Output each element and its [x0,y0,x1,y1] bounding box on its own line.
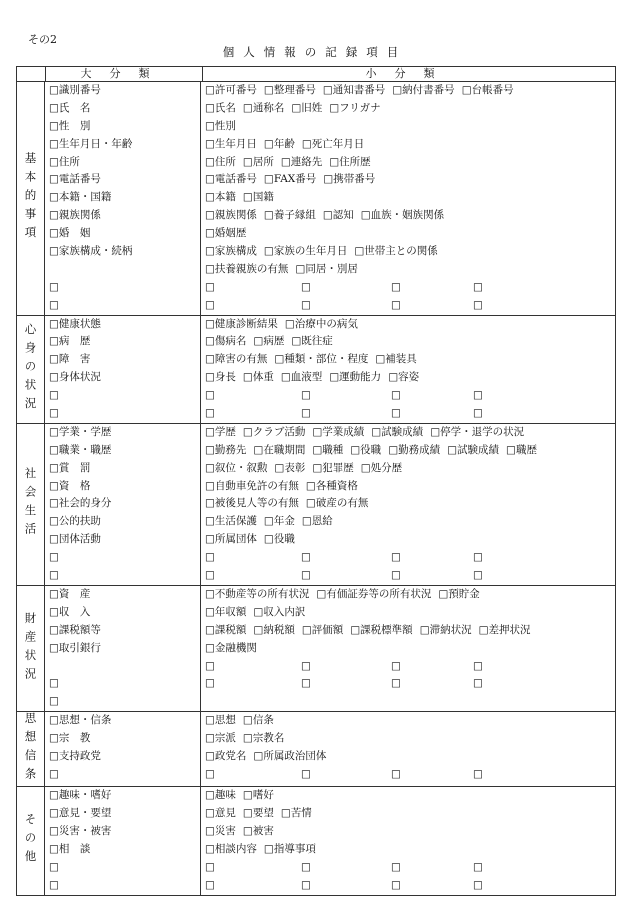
minor-category-row [205,189,615,207]
minor-category-column [201,424,615,585]
minor-category-row [205,316,615,334]
section-2 [16,424,616,586]
section-label-text: 財産状況 [23,611,38,686]
major-category-item: □婚 姻 [49,227,91,240]
checkbox-item: □ [205,551,215,564]
checkbox-item: □ [473,860,483,873]
section-0 [16,82,616,316]
checkbox-item: □年収額 [205,605,247,618]
minor-category-row [205,243,615,261]
checkbox-item: □ [301,659,311,672]
checkbox-item: □ [473,389,483,402]
checkbox-item: □ [391,659,401,672]
minor-category-row [205,478,615,496]
checkbox-item: □携帯番号 [323,173,376,186]
section-label-text: その他 [23,813,38,869]
major-category-item: □識別番号 [49,84,101,96]
minor-category-row [205,297,615,315]
checkbox-item: □所属団体 [205,533,257,546]
section-5 [16,787,616,895]
checkbox-item: □ [205,767,215,780]
minor-category-row [205,586,615,604]
minor-category-row [205,675,615,693]
checkbox-item: □指導事項 [263,842,316,855]
checkbox-item: □思想 [205,714,236,727]
checkbox-item: □課税標準額 [350,623,413,636]
section-label [17,586,45,711]
checkbox-item: □犯罪歴 [312,461,354,474]
checkbox-item: □家族構成 [205,245,257,258]
checkbox-item: □扶養親族の有無 [205,262,289,275]
checkbox-item: □ [473,407,483,420]
checkbox-item: □ [301,878,311,891]
major-category-item: □賞 罰 [49,461,91,474]
checkbox-item: □評価額 [301,623,344,636]
checkbox-item: □治療中の病気 [284,317,358,330]
minor-category-row [205,622,615,640]
checkbox-item: □役職 [350,443,382,456]
table-header [16,66,616,82]
major-category-item: □公的扶助 [49,515,101,528]
checkbox-item: □許可番号 [205,84,257,96]
checkbox-item: □被害 [242,824,274,837]
minor-category-row [205,805,615,823]
major-category-item: □意見・要望 [49,807,112,820]
major-category-item: □課税額等 [49,623,101,636]
checkbox-item: □住所 [205,155,236,168]
checkbox-item: □居所 [242,155,274,168]
checkbox-item: □ [391,298,401,311]
minor-category-row [205,424,615,442]
major-category-item: □職業・職歴 [49,443,112,456]
major-category-item: □ [49,551,59,564]
checkbox-item: □ [391,280,401,293]
minor-category-row [205,442,615,460]
minor-category-row [205,712,615,730]
checkbox-item: □勤務先 [205,443,247,456]
checkbox-item: □宗教名 [242,732,285,745]
checkbox-item: □ [473,280,483,293]
major-category-item: □思想・信条 [49,714,112,727]
major-category-item: □ [49,389,59,402]
records-table [16,66,616,896]
checkbox-item: □恩給 [301,515,333,528]
checkbox-item: □停学・退学の状況 [430,425,525,438]
minor-category-row [205,787,615,805]
section-label-text: 社会生活 [23,467,38,542]
checkbox-item: □職種 [312,443,344,456]
section-label-text: 心身の状況 [23,323,38,416]
header-major: 大分類 [46,67,203,81]
checkbox-item: □苦情 [280,807,312,820]
minor-category-row [205,279,615,297]
major-category-item: □支持政党 [49,749,101,762]
minor-category-row [205,513,615,531]
checkbox-item: □叙位・叙勲 [205,461,268,474]
checkbox-item: □旧姓 [291,101,323,114]
section-label-text: 思想信条 [23,712,38,787]
document-title: 個人情報の記録項目 [222,45,408,59]
major-category-item: □ [49,677,59,690]
major-category-column [45,586,201,711]
major-category-item: □ [49,298,59,311]
checkbox-item: □各種資格 [305,479,358,492]
checkbox-item: □有価証券等の所有状況 [316,587,432,600]
checkbox-item: □課税額 [205,623,247,636]
checkbox-item: □ [301,407,311,420]
major-category-item: □性 別 [49,119,91,132]
major-category-column [45,712,201,786]
checkbox-item: □年金 [263,515,295,528]
checkbox-item: □フリガナ [329,101,381,114]
checkbox-item: □ [205,569,215,582]
page-label: その2 [28,33,57,46]
checkbox-item: □氏名 [205,101,236,114]
checkbox-item: □ [301,569,311,582]
checkbox-item: □同居・別居 [295,262,358,275]
major-category-column [45,82,201,315]
checkbox-item: □通称名 [242,101,285,114]
major-category-column [45,316,201,423]
checkbox-item: □ [205,878,215,891]
major-category-item: □取引銀行 [49,641,101,654]
checkbox-item: □容姿 [388,371,420,384]
checkbox-item: □ [205,659,215,672]
section-label [17,82,45,315]
checkbox-item: □台帳番号 [461,84,514,96]
minor-category-row [205,405,615,423]
checkbox-item: □納付書番号 [392,84,455,96]
checkbox-item: □生活保護 [205,515,257,528]
checkbox-item: □婚姻歴 [205,227,247,240]
minor-category-column [201,712,615,786]
checkbox-item: □不動産等の所有状況 [205,587,310,600]
header-blank-cell [17,67,46,81]
major-category-item: □身体状況 [49,371,101,384]
checkbox-item: □血族・姻族関係 [360,209,445,222]
checkbox-item: □勤務成績 [388,443,441,456]
checkbox-item: □FAX番号 [263,173,317,186]
major-category-item: □団体活動 [49,533,101,546]
checkbox-item: □ [205,677,215,690]
checkbox-item: □整理番号 [263,84,316,96]
major-category-item: □ [49,878,59,891]
major-category-item: □収 入 [49,605,91,618]
section-1 [16,316,616,424]
checkbox-item: □クラブ活動 [242,425,306,438]
checkbox-item: □学歴 [205,425,236,438]
checkbox-item: □自動車免許の有無 [205,479,299,492]
checkbox-item: □ [473,878,483,891]
minor-category-row [205,136,615,154]
checkbox-item: □本籍 [205,191,236,204]
checkbox-item: □ [301,767,311,780]
minor-category-column [201,787,615,894]
checkbox-item: □ [473,298,483,311]
major-category-column [45,424,201,585]
checkbox-item: □死亡年月日 [301,137,365,150]
checkbox-item: □傷病名 [205,335,247,348]
checkbox-item: □ [391,551,401,564]
checkbox-item: □年齢 [263,137,295,150]
minor-category-row [205,549,615,567]
major-category-item [49,658,200,676]
major-category-item: □ [49,407,59,420]
section-label [17,712,45,786]
checkbox-item: □ [205,407,215,420]
major-category-item: □学業・学歴 [49,425,112,438]
minor-category-row [205,823,615,841]
checkbox-item: □ [301,298,311,311]
minor-category-row [205,100,615,118]
checkbox-item: □ [391,677,401,690]
checkbox-item: □収入内訳 [253,605,306,618]
checkbox-item: □在職期間 [253,443,306,456]
checkbox-item: □職歴 [506,443,537,456]
checkbox-item: □電話番号 [205,173,257,186]
minor-category-row [205,859,615,877]
major-category-item: □ [49,695,59,708]
checkbox-item: □ [301,551,311,564]
checkbox-item: □身長 [205,371,236,384]
checkbox-item: □障害の有無 [205,353,268,366]
minor-category-row [205,531,615,549]
minor-category-row [205,748,615,766]
minor-category-row [205,640,615,658]
major-category-item [49,261,200,279]
checkbox-item: □預貯金 [438,587,480,600]
major-category-item: □資 格 [49,479,91,492]
checkbox-item: □ [473,767,483,780]
major-category-item: □相 談 [49,842,91,855]
checkbox-item: □ [391,878,401,891]
major-category-item: □資 産 [49,587,91,600]
major-category-item: □災害・被害 [49,824,112,837]
checkbox-item: □補装具 [375,353,417,366]
minor-category-row [205,82,615,100]
minor-category-row [205,460,615,478]
checkbox-item: □体重 [242,371,274,384]
section-3 [16,586,616,712]
section-4 [16,712,616,787]
minor-category-row [205,351,615,369]
minor-category-row [205,604,615,622]
minor-category-column [201,586,615,711]
checkbox-item: □ [473,677,483,690]
checkbox-item: □住所歴 [329,155,371,168]
checkbox-item: □納税額 [253,623,295,636]
major-category-item: □生年月日・年齢 [49,137,133,150]
minor-category-row [205,171,615,189]
checkbox-item: □役職 [263,533,295,546]
checkbox-item: □病歴 [253,335,285,348]
section-label-text: 基本的事項 [23,152,38,245]
header-minor: 小分類 [365,67,453,80]
checkbox-item: □連絡先 [280,155,323,168]
minor-category-row [205,118,615,136]
checkbox-item: □滞納状況 [419,623,472,636]
checkbox-item: □ [205,280,215,293]
minor-category-row [205,841,615,859]
major-category-item: □趣味・嗜好 [49,789,112,802]
checkbox-item: □ [301,280,311,293]
checkbox-item: □ [205,389,215,402]
major-category-item: □家族構成・続柄 [49,245,133,258]
checkbox-item: □災害 [205,824,236,837]
minor-category-row [205,387,615,405]
minor-category-row [205,877,615,895]
major-category-item: □障 害 [49,353,91,366]
checkbox-item: □ [391,569,401,582]
minor-category-row [205,369,615,387]
major-category-column [45,787,201,894]
checkbox-item: □ [391,767,401,780]
major-category-item: □本籍・国籍 [49,191,112,204]
checkbox-item: □差押状況 [478,623,531,636]
checkbox-item: □親族関係 [205,209,257,222]
major-category-item: □親族関係 [49,209,101,222]
checkbox-item: □政党名 [205,749,247,762]
major-category-item: □ [49,280,59,293]
checkbox-item: □被後見人等の有無 [205,497,299,510]
checkbox-item: □試験成績 [447,443,500,456]
minor-category-row [205,261,615,279]
table-body [16,82,616,896]
checkbox-item: □金融機関 [205,641,257,654]
checkbox-item: □要望 [242,807,274,820]
minor-category-row [205,730,615,748]
checkbox-item: □国籍 [242,191,274,204]
minor-category-column [201,82,615,315]
checkbox-item: □通知書番号 [322,84,386,96]
major-category-item: □宗 教 [49,732,91,745]
checkbox-item: □ [473,569,483,582]
checkbox-item: □ [301,860,311,873]
checkbox-item: □認知 [322,209,354,222]
checkbox-item: □試験成績 [371,425,424,438]
major-category-item: □社会的身分 [49,497,112,510]
major-category-item: □氏 名 [49,101,91,114]
section-label [17,787,45,894]
section-label [17,316,45,423]
checkbox-item: □運動能力 [329,371,382,384]
checkbox-item: □宗派 [205,732,236,745]
checkbox-item: □破産の有無 [305,497,369,510]
checkbox-item: □表彰 [274,461,306,474]
checkbox-item: □ [205,298,215,311]
minor-category-row [205,333,615,351]
major-category-item: □住所 [49,155,80,168]
checkbox-item: □意見 [205,807,236,820]
checkbox-item: □相談内容 [205,842,257,855]
checkbox-item: □ [473,551,483,564]
checkbox-item: □ [391,389,401,402]
checkbox-item: □処分歴 [360,461,403,474]
checkbox-item: □ [391,407,401,420]
checkbox-item: □所属政治団体 [253,749,327,762]
checkbox-item: □養子縁組 [263,209,316,222]
major-category-item: □ [49,860,59,873]
checkbox-item: □血液型 [280,371,323,384]
checkbox-item: □信条 [242,714,274,727]
checkbox-item: □趣味 [205,789,236,802]
major-category-item: □電話番号 [49,173,101,186]
minor-category-row [205,658,615,676]
section-label [17,424,45,585]
checkbox-item: □学業成績 [312,425,365,438]
checkbox-item: □ [473,659,483,672]
major-category-item: □病 歴 [49,335,91,348]
minor-category-column [201,316,615,423]
checkbox-item: □嗜好 [242,789,274,802]
minor-category-row [205,766,615,784]
minor-category-row [205,154,615,172]
minor-category-row [205,207,615,225]
major-category-item: □健康状態 [49,317,101,330]
checkbox-item: □既往症 [291,335,333,348]
checkbox-item: □世帯主との関係 [354,245,438,258]
checkbox-item: □ [301,677,311,690]
checkbox-item: □ [205,860,215,873]
major-category-item: □ [49,767,59,780]
minor-category-row [205,567,615,585]
checkbox-item: □家族の生年月日 [263,245,348,258]
major-category-item: □ [49,569,59,582]
checkbox-item: □性別 [205,119,236,132]
minor-category-row [205,495,615,513]
checkbox-item: □ [301,389,311,402]
minor-category-row [205,225,615,243]
checkbox-item: □種類・部位・程度 [274,353,369,366]
checkbox-item: □健康診断結果 [205,317,278,330]
checkbox-item: □ [391,860,401,873]
checkbox-item: □生年月日 [205,137,257,150]
